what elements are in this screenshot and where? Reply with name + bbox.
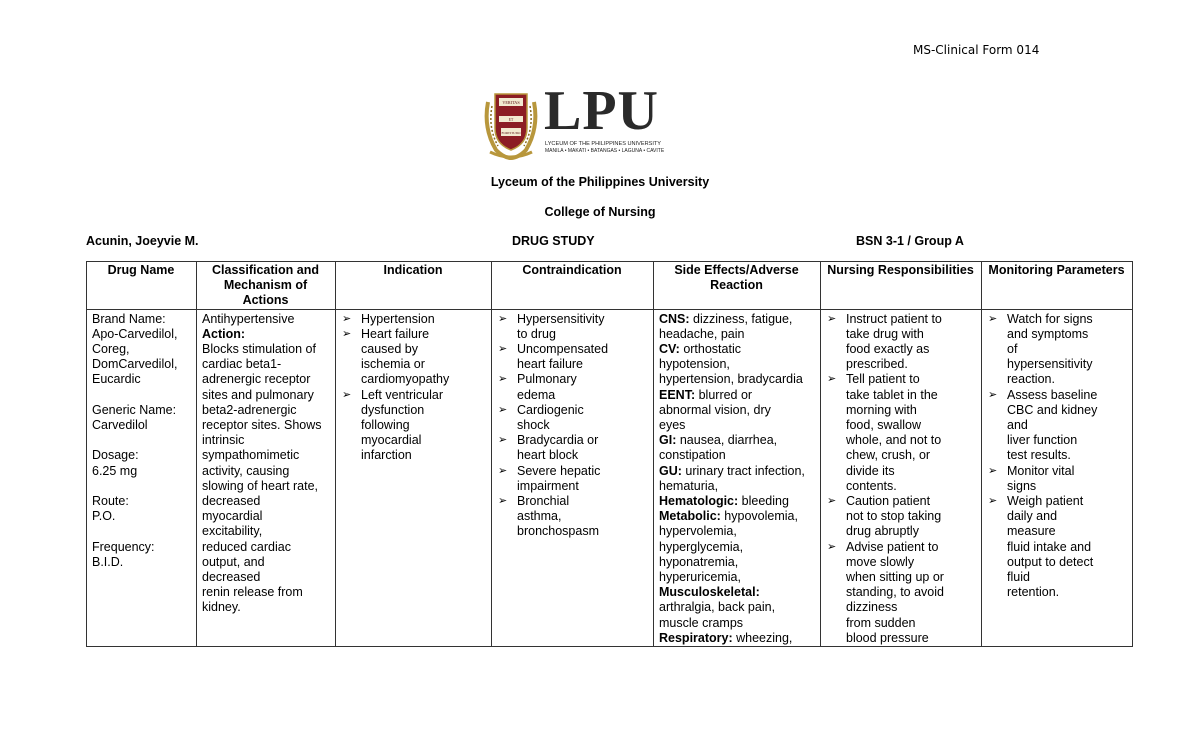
hematologic-line: Hematologic: bleeding: [659, 494, 789, 509]
generic-value: Carvedilol: [92, 418, 148, 433]
dosage-value: 6.25 mg: [92, 463, 138, 478]
monitoring-item-text: output to detect: [1007, 554, 1094, 569]
monitoring-item: [987, 312, 1126, 388]
generic-label: Generic Name:: [92, 402, 177, 417]
action-line: slowing of heart rate,: [202, 478, 319, 493]
seal-text-top: VERITAS: [502, 100, 520, 105]
monitoring-item: [987, 388, 1126, 464]
nursing-item-text: whole, and not to: [846, 433, 942, 448]
monitoring-item-text: of: [1007, 342, 1018, 357]
indication-item-text: ischemia or: [361, 357, 425, 372]
contraindication-item-text: to drug: [517, 326, 556, 341]
contraindication-item-text: heart block: [517, 448, 579, 463]
indication-item-text: following: [361, 418, 410, 433]
classification-value: Antihypertensive: [202, 311, 295, 326]
nursing-list: [826, 312, 975, 646]
nursing-item-text: ➢ Caution patient: [846, 494, 931, 509]
header-nursing: Nursing Responsibilities: [821, 262, 982, 310]
dosage-label: Dosage:: [92, 448, 139, 463]
action-label: Action:: [202, 326, 246, 341]
logo-campus-line: MANILA • MAKATI • BATANGAS • LAGUNA • CAVITE: [545, 148, 665, 154]
action-line: adrenergic receptor: [202, 372, 311, 387]
gu-line-2: hematuria,: [659, 478, 719, 493]
contraindication-list: [497, 312, 647, 540]
nursing-item: [826, 312, 975, 373]
monitoring-item-text: ➢ Assess baseline: [1007, 387, 1098, 402]
action-line: intrinsic: [202, 433, 245, 448]
contraindication-item: [497, 342, 647, 372]
route-label: Route:: [92, 494, 129, 508]
nursing-item-text: prescribed.: [846, 357, 908, 372]
monitoring-item-text: fluid: [1007, 570, 1030, 585]
drug-name-cell: [87, 309, 197, 646]
indication-item: [341, 388, 485, 464]
eent-line: EENT: blurred or: [659, 387, 753, 402]
indication-item-text: ➢ Left ventricular: [361, 387, 443, 402]
musculoskeletal-line-2: muscle cramps: [659, 615, 744, 630]
indication-item: [341, 312, 485, 327]
contraindication-item-text: ➢ Bronchial: [517, 494, 570, 509]
contraindication-item-text: shock: [517, 418, 550, 433]
action-line: sympathomimetic: [202, 448, 300, 463]
monitoring-item-text: and symptoms: [1007, 326, 1089, 341]
monitoring-item: [987, 464, 1126, 494]
gi-line: GI: nausea, diarrhea,: [659, 433, 778, 448]
monitoring-item-text: liver function: [1007, 433, 1078, 448]
university-logo: [482, 80, 665, 160]
indication-item-text: myocardial: [361, 433, 422, 448]
seal-text-bottom: FORTITUDO: [501, 131, 521, 135]
contraindication-cell: [492, 309, 654, 646]
drug-study-table: [86, 261, 1133, 647]
table-header-row: [87, 262, 1133, 310]
contraindication-item-text: ➢ Bradycardia or: [517, 433, 599, 448]
contraindication-item-text: ➢ Cardiogenic: [517, 402, 584, 417]
header-monitoring: Monitoring Parameters: [982, 262, 1133, 310]
gu-line: GU: urinary tract infection,: [659, 463, 805, 478]
action-line: receptor sites. Shows: [202, 418, 322, 433]
monitoring-item-text: test results.: [1007, 448, 1071, 463]
brand-item: Apo-Carvedilol,: [92, 326, 178, 341]
nursing-item-text: divide its: [846, 463, 895, 478]
nursing-item-text: food, swallow: [846, 418, 922, 433]
header-contraindication: Contraindication: [492, 262, 654, 310]
nursing-item-text: not to stop taking: [846, 509, 942, 524]
lpu-seal-icon: [482, 88, 540, 160]
contraindication-item-text: ➢ Hypersensitivity: [517, 311, 605, 326]
nursing-item-text: ➢ Advise patient to: [846, 539, 939, 554]
metabolic-line: Metabolic: hypovolemia,: [659, 509, 798, 524]
header-classification: Classification and Mechanism of Actions: [197, 262, 336, 310]
musculoskeletal-line: arthralgia, back pain,: [659, 600, 776, 615]
nursing-item-text: drug abruptly: [846, 524, 919, 539]
nursing-item-text: take drug with: [846, 326, 924, 341]
section-group: BSN 3-1 / Group A: [856, 234, 964, 248]
contraindication-item-text: ➢ Pulmonary: [517, 372, 577, 387]
action-line: decreased: [202, 494, 261, 509]
brand-item: Eucardic: [92, 372, 141, 387]
action-line: beta2-adrenergic: [202, 402, 297, 417]
contraindication-item-text: asthma,: [517, 509, 562, 524]
classification-cell: [197, 309, 336, 646]
nursing-item-text: morning with: [846, 402, 917, 417]
university-title: Lyceum of the Philippines University: [490, 175, 710, 189]
nursing-item-text: when sitting up or: [846, 570, 944, 585]
form-code: MS-Clinical Form 014: [913, 43, 1040, 57]
musculoskeletal-label: Musculoskeletal:: [659, 585, 760, 600]
header-drug-name: Drug Name: [87, 262, 197, 310]
nursing-item-text: ➢ Tell patient to: [846, 372, 920, 387]
logo-wordmark: LPU: [544, 80, 659, 142]
monitoring-item-text: measure: [1007, 524, 1056, 539]
header-side-effects: Side Effects/Adverse Reaction: [654, 262, 821, 310]
contraindication-item-text: heart failure: [517, 357, 584, 372]
gi-line-2: constipation: [659, 448, 726, 463]
cns-line: CNS: dizziness, fatigue,: [659, 311, 793, 326]
contraindication-item-text: bronchospasm: [517, 524, 599, 539]
action-line: renin release from: [202, 585, 303, 600]
route-value: P.O.: [92, 509, 116, 524]
nursing-cell: [821, 309, 982, 646]
indication-item-text: caused by: [361, 342, 418, 357]
indication-item-text: infarction: [361, 448, 412, 463]
indication-item: [341, 327, 485, 388]
brand-item: Coreg,: [92, 342, 130, 357]
brand-item: DomCarvedilol,: [92, 357, 178, 372]
nursing-item-text: move slowly: [846, 554, 915, 569]
action-text: [202, 342, 329, 616]
action-line: sites and pulmonary: [202, 387, 314, 402]
frequency-value: B.I.D.: [92, 554, 124, 569]
indication-item-text: ➢ Hypertension: [361, 311, 435, 326]
nursing-item: [826, 540, 975, 646]
table-row: [87, 309, 1133, 646]
nursing-item: [826, 494, 975, 540]
cv-line-2: hypotension,: [659, 357, 730, 372]
nursing-item-text: take tablet in the: [846, 387, 938, 402]
cv-line-3: hypertension, bradycardia: [659, 372, 803, 387]
monitoring-item-text: and: [1007, 418, 1028, 433]
metabolic-line-2: hypervolemia,: [659, 524, 737, 539]
contraindication-item-text: impairment: [517, 478, 579, 493]
logo-university-line: LYCEUM OF THE PHILIPPINES UNIVERSITY: [545, 141, 662, 147]
eent-line-2: abnormal vision, dry: [659, 402, 771, 417]
monitoring-item-text: hypersensitivity: [1007, 357, 1093, 372]
nursing-item-text: chew, crush, or: [846, 448, 931, 463]
monitoring-item-text: ➢ Monitor vital: [1007, 463, 1075, 478]
indication-item-text: cardiomyopathy: [361, 372, 450, 387]
monitoring-cell: [982, 309, 1133, 646]
indication-item-text: dysfunction: [361, 402, 425, 417]
student-name: Acunin, Joeyvie M.: [86, 234, 199, 248]
monitoring-item-text: daily and: [1007, 509, 1058, 524]
nursing-item: [826, 372, 975, 494]
nursing-item-text: contents.: [846, 478, 897, 493]
metabolic-line-3: hyperglycemia,: [659, 539, 744, 554]
action-line: kidney.: [202, 600, 241, 615]
monitoring-item-text: fluid intake and: [1007, 539, 1092, 554]
contraindication-item: [497, 494, 647, 540]
nursing-item-text: dizziness: [846, 600, 898, 615]
seal-text-mid: ET: [508, 118, 514, 122]
action-line: cardiac beta1-: [202, 357, 282, 372]
metabolic-line-5: hyperuricemia,: [659, 570, 741, 585]
contraindication-item-text: edema: [517, 387, 556, 402]
monitoring-item-text: retention.: [1007, 585, 1060, 600]
contraindication-item-text: ➢ Severe hepatic: [517, 463, 601, 478]
respiratory-line: Respiratory: wheezing,: [659, 630, 793, 645]
frequency-label: Frequency:: [92, 539, 155, 554]
contraindication-item: [497, 433, 647, 463]
brand-label: Brand Name:: [92, 311, 166, 326]
action-line: myocardial: [202, 509, 263, 524]
monitoring-item-text: reaction.: [1007, 372, 1055, 387]
college-title: College of Nursing: [544, 205, 656, 219]
monitoring-item-text: ➢ Weigh patient: [1007, 494, 1084, 509]
action-line: activity, causing: [202, 463, 290, 478]
monitoring-item: [987, 494, 1126, 600]
action-line: output, and: [202, 554, 265, 569]
action-line: excitability,: [202, 524, 263, 539]
monitoring-item-text: ➢ Watch for signs: [1007, 311, 1093, 326]
nursing-item-text: standing, to avoid: [846, 585, 944, 600]
side-effects-cell: [654, 309, 821, 646]
nursing-item-text: blood pressure: [846, 630, 929, 645]
header-indication: Indication: [336, 262, 492, 310]
contraindication-item: [497, 464, 647, 494]
action-line: reduced cardiac: [202, 539, 291, 554]
indication-list: [341, 312, 485, 464]
action-line: decreased: [202, 570, 261, 585]
cns-line-2: headache, pain: [659, 326, 745, 341]
monitoring-item-text: signs: [1007, 478, 1037, 493]
contraindication-item: [497, 372, 647, 402]
document-title: DRUG STUDY: [512, 234, 595, 248]
metabolic-line-4: hyponatremia,: [659, 554, 739, 569]
indication-item-text: ➢ Heart failure: [361, 326, 430, 341]
nursing-item-text: ➢ Instruct patient to: [846, 311, 942, 326]
nursing-item-text: food exactly as: [846, 342, 930, 357]
eent-line-3: eyes: [659, 418, 686, 433]
monitoring-item-text: CBC and kidney: [1007, 402, 1098, 417]
contraindication-item: [497, 312, 647, 342]
nursing-item-text: from sudden: [846, 615, 916, 630]
monitoring-list: [987, 312, 1126, 601]
contraindication-item-text: ➢ Uncompensated: [517, 342, 609, 357]
action-line: Blocks stimulation of: [202, 342, 316, 357]
contraindication-item: [497, 403, 647, 433]
indication-cell: [336, 309, 492, 646]
cv-line: CV: orthostatic: [659, 342, 741, 357]
